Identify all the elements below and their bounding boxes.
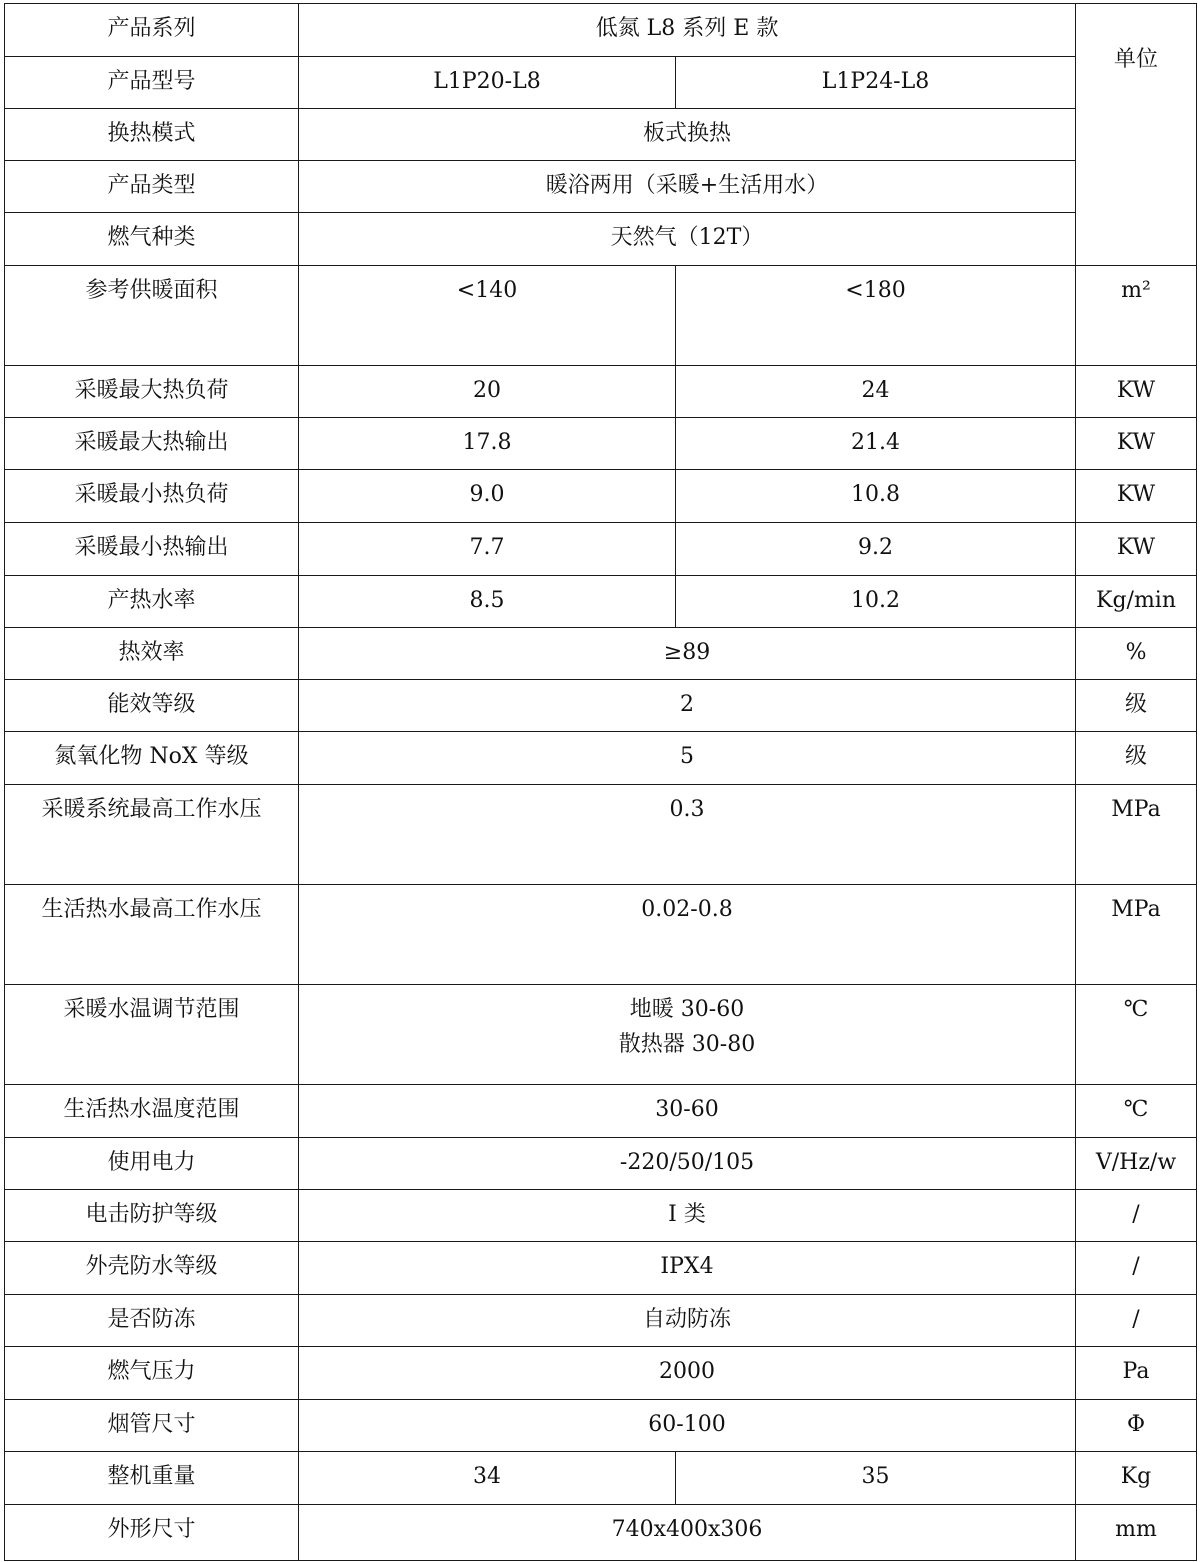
row-label: 产品型号	[5, 57, 299, 109]
row-value: 低氮 L8 系列 E 款	[299, 4, 1076, 57]
table-row	[5, 1347, 1197, 1400]
value-a: 20	[299, 366, 676, 418]
table-row	[5, 680, 1197, 732]
table-row	[5, 161, 1197, 213]
table-row	[5, 1295, 1197, 1347]
row-label: 是否防冻	[5, 1295, 299, 1347]
unit: /	[1076, 1242, 1197, 1295]
row-label: 能效等级	[5, 680, 299, 732]
row-label: 采暖最大热输出	[5, 418, 299, 470]
unit: /	[1076, 1190, 1197, 1242]
row-label: 生活热水温度范围	[5, 1085, 299, 1138]
unit: MPa	[1076, 785, 1197, 885]
row-value: 0.02-0.8	[299, 885, 1076, 985]
unit: 级	[1076, 732, 1197, 785]
table-row	[5, 1242, 1197, 1295]
value-a: 8.5	[299, 576, 676, 628]
table-row	[5, 366, 1197, 418]
table-row	[5, 985, 1197, 1085]
unit: KW	[1076, 418, 1197, 470]
table-row	[5, 576, 1197, 628]
unit: Pa	[1076, 1347, 1197, 1400]
row-value: 740x400x306	[299, 1505, 1076, 1561]
row-label: 参考供暖面积	[5, 266, 299, 366]
unit: mm	[1076, 1505, 1197, 1561]
value-b: 21.4	[676, 418, 1076, 470]
table-row	[5, 628, 1197, 680]
table-row	[5, 1505, 1197, 1561]
unit: KW	[1076, 523, 1197, 576]
row-value: ≥89	[299, 628, 1076, 680]
unit: V/Hz/w	[1076, 1138, 1197, 1190]
unit: 级	[1076, 680, 1197, 732]
row-value: 5	[299, 732, 1076, 785]
row-label: 烟管尺寸	[5, 1400, 299, 1452]
row-value	[299, 985, 1076, 1085]
table-row	[5, 4, 1197, 57]
unit: /	[1076, 1295, 1197, 1347]
value-a: 34	[299, 1452, 676, 1505]
row-label: 燃气压力	[5, 1347, 299, 1400]
row-value: IPX4	[299, 1242, 1076, 1295]
table-row	[5, 418, 1197, 470]
table-row	[5, 732, 1197, 785]
value-b: 9.2	[676, 523, 1076, 576]
spec-table	[4, 3, 1197, 1561]
unit: Kg/min	[1076, 576, 1197, 628]
row-label: 采暖水温调节范围	[5, 985, 299, 1085]
unit: MPa	[1076, 885, 1197, 985]
unit: ℃	[1076, 985, 1197, 1085]
table-row	[5, 885, 1197, 985]
unit: Φ	[1076, 1400, 1197, 1452]
row-label: 产品类型	[5, 161, 299, 213]
row-label: 采暖最小热输出	[5, 523, 299, 576]
row-label: 燃气种类	[5, 213, 299, 266]
row-label: 整机重量	[5, 1452, 299, 1505]
row-label: 热效率	[5, 628, 299, 680]
unit: Kg	[1076, 1452, 1197, 1505]
floor-heating-range: 地暖 30-60	[629, 997, 745, 1022]
row-value: 60-100	[299, 1400, 1076, 1452]
model-a: L1P20-L8	[299, 57, 676, 109]
unit: ℃	[1076, 1085, 1197, 1138]
unit: KW	[1076, 366, 1197, 418]
value-b: 10.8	[676, 470, 1076, 523]
row-value: 板式换热	[299, 109, 1076, 161]
row-label: 电击防护等级	[5, 1190, 299, 1242]
value-a: <140	[299, 266, 676, 366]
table-row	[5, 57, 1197, 109]
table-row	[5, 470, 1197, 523]
value-b: 10.2	[676, 576, 1076, 628]
table-row	[5, 523, 1197, 576]
row-label: 产热水率	[5, 576, 299, 628]
row-label: 外壳防水等级	[5, 1242, 299, 1295]
row-label: 产品系列	[5, 4, 299, 57]
table-row	[5, 1190, 1197, 1242]
row-value: 2	[299, 680, 1076, 732]
model-b: L1P24-L8	[676, 57, 1076, 109]
row-label: 采暖系统最高工作水压	[5, 785, 299, 885]
row-value: 30-60	[299, 1085, 1076, 1138]
table-row	[5, 109, 1197, 161]
row-label: 使用电力	[5, 1138, 299, 1190]
value-a: 7.7	[299, 523, 676, 576]
row-value: 暖浴两用（采暖+生活用水）	[299, 161, 1076, 213]
row-label: 氮氧化物 NoX 等级	[5, 732, 299, 785]
table-row	[5, 1452, 1197, 1505]
value-b: <180	[676, 266, 1076, 366]
row-value: 天然气（12T）	[299, 213, 1076, 266]
radiator-range: 散热器 30-80	[618, 1032, 756, 1058]
row-label: 外形尺寸	[5, 1505, 299, 1561]
value-b: 24	[676, 366, 1076, 418]
row-label: 采暖最小热负荷	[5, 470, 299, 523]
row-label: 换热模式	[5, 109, 299, 161]
row-value: I 类	[299, 1190, 1076, 1242]
table-row	[5, 1138, 1197, 1190]
table-row	[5, 785, 1197, 885]
value-a: 9.0	[299, 470, 676, 523]
table-row	[5, 213, 1197, 266]
table-row	[5, 266, 1197, 366]
row-value: 0.3	[299, 785, 1076, 885]
value-a: 17.8	[299, 418, 676, 470]
unit: KW	[1076, 470, 1197, 523]
unit: %	[1076, 628, 1197, 680]
value-b: 35	[676, 1452, 1076, 1505]
row-value: -220/50/105	[299, 1138, 1076, 1190]
table-row	[5, 1085, 1197, 1138]
row-label: 生活热水最高工作水压	[5, 885, 299, 985]
unit-header: 单位	[1076, 4, 1197, 266]
row-value: 2000	[299, 1347, 1076, 1400]
unit: m²	[1076, 266, 1197, 366]
row-label: 采暖最大热负荷	[5, 366, 299, 418]
row-value: 自动防冻	[299, 1295, 1076, 1347]
table-row	[5, 1400, 1197, 1452]
